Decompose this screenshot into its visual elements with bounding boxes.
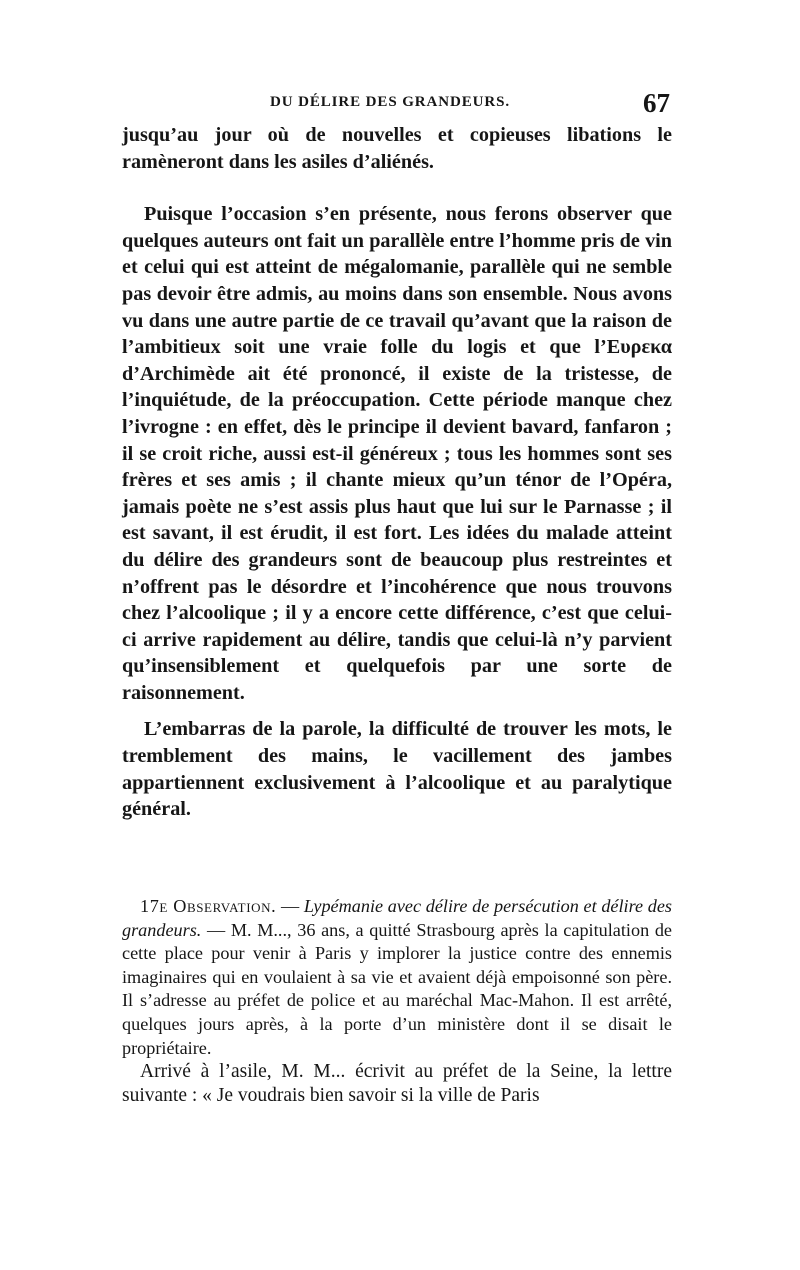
main-text	[122, 122, 672, 823]
observation-dash: —	[276, 896, 304, 916]
observation-block	[122, 895, 672, 1107]
paragraph-gap	[122, 175, 672, 201]
paragraph-3: L’embarras de la parole, la difficulté de trouver les mots, le tremblement des mains, le vacillement des jambes appartiennent exclusivement à l’alcoolique et au paralytique général.	[122, 718, 672, 821]
paragraph-gap-small	[122, 706, 672, 716]
paragraph-1: jusqu’au jour où de nouvelles et copieuses libations le ramèneront dans les asiles d’aliénés.	[122, 124, 672, 173]
page-header	[122, 88, 672, 118]
observation-continuation: Arrivé à l’asile, M. M... écrivit au préfet de la Seine, la lettre suivante : « Je voudrais bien savoir si la ville de Paris	[122, 1061, 672, 1106]
observation-title: Lypémanie avec délire de persécution et délire des grandeurs.	[122, 896, 672, 940]
paragraph-2: Puisque l’occasion s’en présente, nous ferons observer que quelques auteurs ont fait un parallèle entre l’homme pris de vin et celui qui est atteint de mégalomanie, parallèle qui ne semble pas devoir être admis, au moins dans son ensemble. Nous avons vu dans une autre partie de ce travail qu’avant que la raison de l’ambitieux soit une vraie folle du logis et que l’Ευρεκα d’Archimède ait été prononcé, il existe de la tristesse, de l’inquiétude, de la préoccupation. Cette période manque chez l’ivrogne : en effet, dès le principe il devient bavard, fanfaron ; il se croit riche, aussi est-il généreux ; tous les hommes sont ses frères et ses amis ; il chante mieux qu’un ténor de l’Opéra, jamais poète ne s’est assis plus haut que lui sur le Parnasse ; il est savant, il est érudit, il est fort. Les idées du malade atteint du délire des grandeurs sont de beaucoup plus restreintes et n’offrent pas le désordre et l’incohérence que nous trouvons chez l’alcoolique ; il y a encore cette différence, c’est que celui-ci arrive rapidement au délire, tandis que celui-là n’y parvient qu’insensiblement et quelquefois par une sorte de raisonnement.	[122, 203, 672, 704]
running-title: DU DÉLIRE DES GRANDEURS.	[270, 94, 510, 110]
observation-label: 17e Observation.	[140, 896, 277, 916]
observation-text: — M. M..., 36 ans, a quitté Strasbourg après la capitulation de cette place pour venir à Paris y implorer la justice contre des ennemis imaginaires qui en voulaient à sa vie et avaient déjà empoisonné son père. Il s’adresse au préfet de police et au maréchal Mac-Mahon. Il est arrêté, quelques jours après, à la porte d’un ministère dont il se disait le propriétaire.	[122, 919, 672, 1058]
observation-paragraph	[122, 895, 672, 1060]
page-number: 67	[643, 88, 670, 118]
